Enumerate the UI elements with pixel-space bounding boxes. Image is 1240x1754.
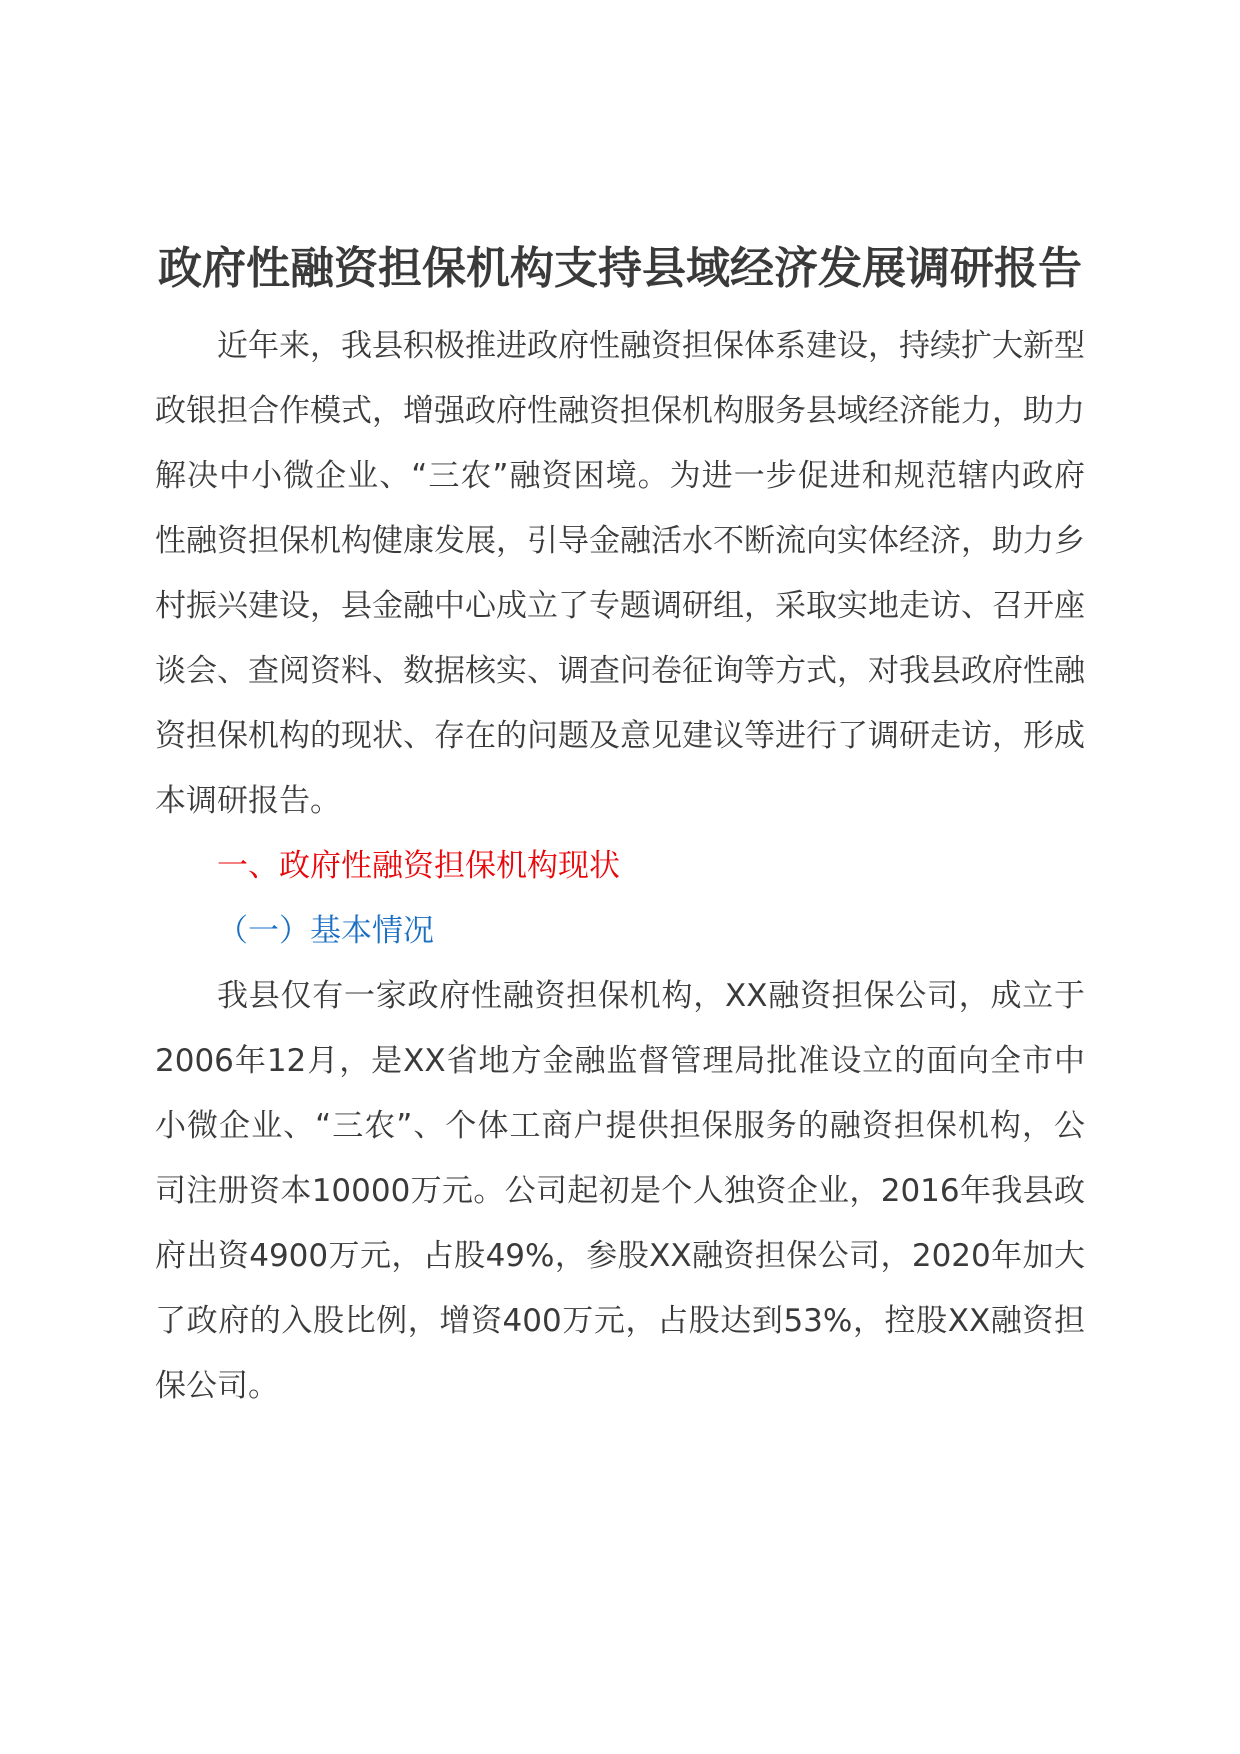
subsection-heading-basic-info: （一）基本情况	[217, 913, 434, 949]
intro-paragraph: 近年来，我县积极推进政府性融资担保体系建设，持续扩大新型政银担合作模式，增强政府性融资担保机构服务县域经济能力，助力解决中小微企业、“三农”融资困境。为进一步促进和规范辖内政府性融资担保机构健康发展，引导金融活水不断流向实体经济，助力乡村振兴建设，县金融中心成立了专题调研组，采取实地走访、召开座谈会、查阅资料、数据核实、调查问卷征询等方式，对我县政府性融资担保机构的现状、存在的问题及意见建议等进行了调研走访，形成本调研报告。	[155, 328, 1085, 819]
document-title: 政府性融资担保机构支持县域经济发展调研报告	[158, 243, 1082, 294]
section-heading-status: 一、政府性融资担保机构现状	[217, 848, 620, 884]
basic-info-paragraph: 我县仅有一家政府性融资担保机构，XX融资担保公司，成立于2006年12月，是XX省地方金融监督管理局批准设立的面向全市中小微企业、“三农”、个体工商户提供担保服务的融资担保机构，公司注册资本10000万元。公司起初是个人独资企业，2016年我县政府出资4900万元，占股49%，参股XX融资担保公司，2020年加大了政府的入股比例，增资400万元，占股达到53%，控股XX融资担保公司。	[155, 978, 1085, 1404]
